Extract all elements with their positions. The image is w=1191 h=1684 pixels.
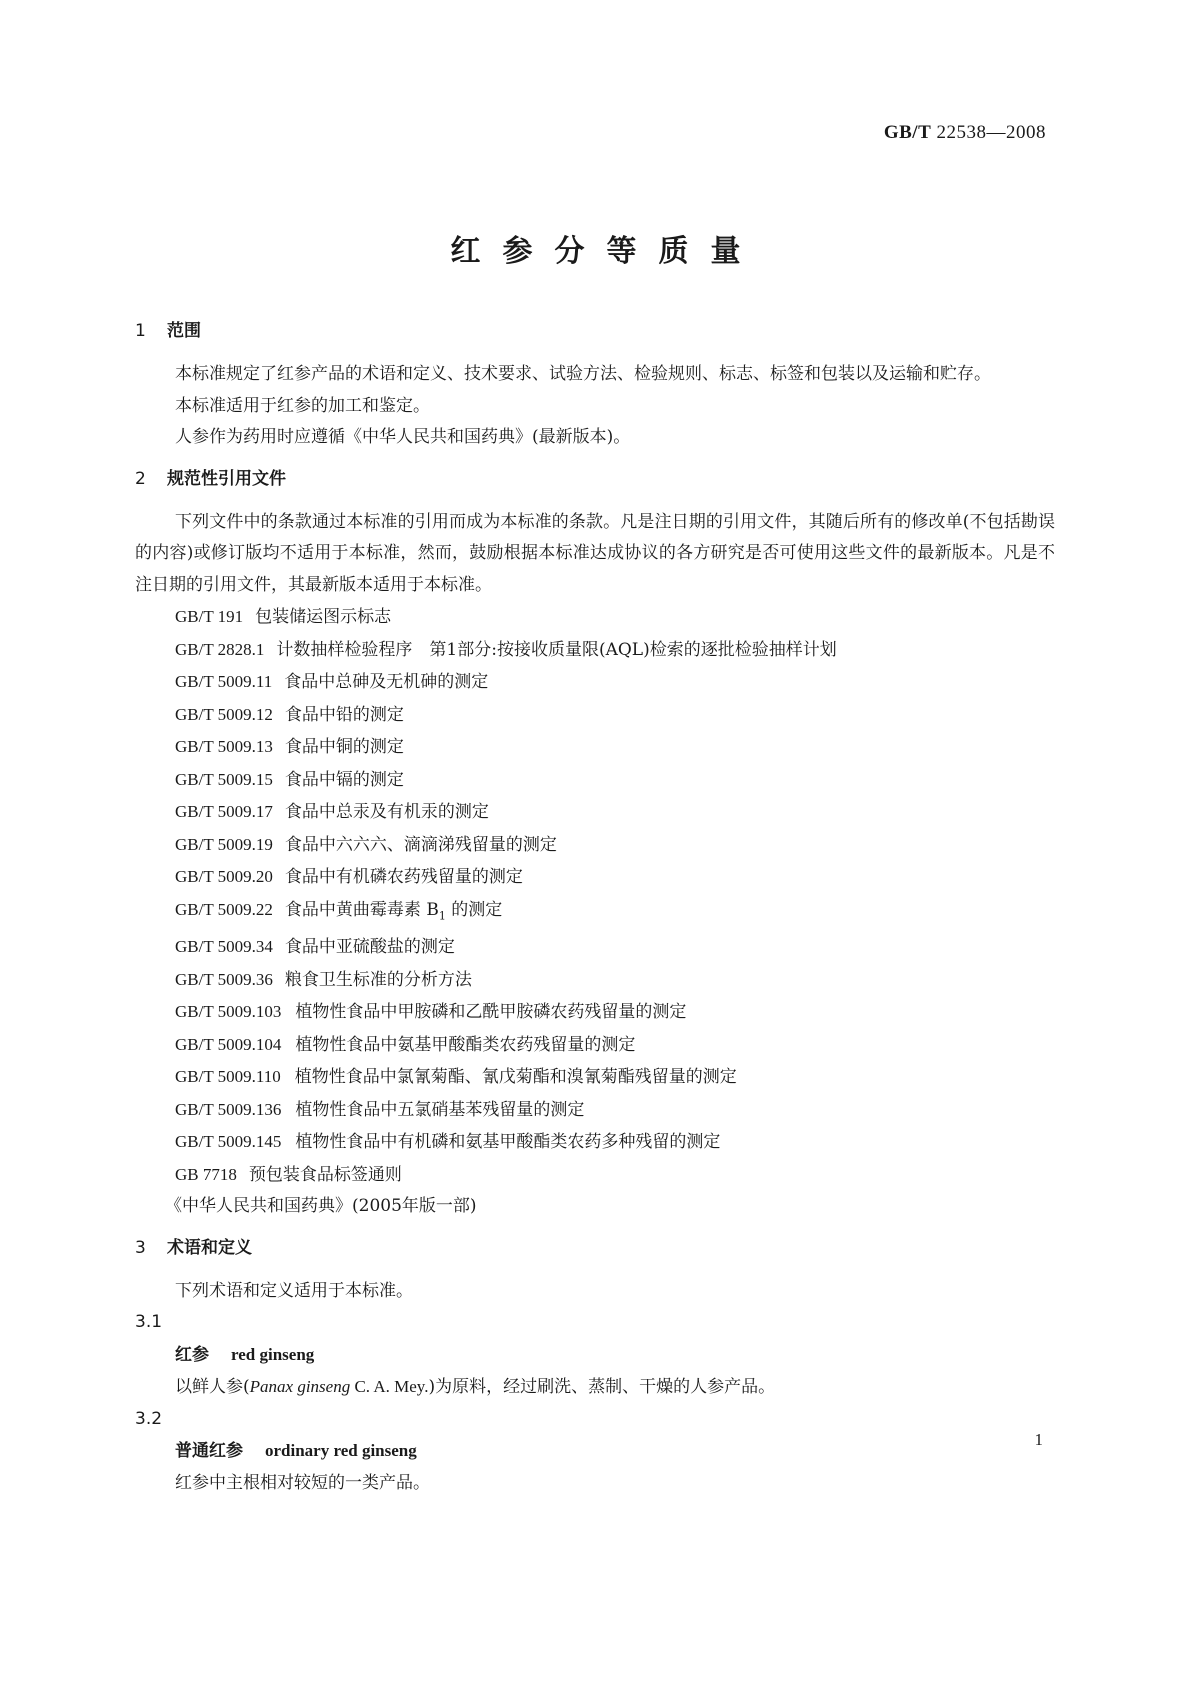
- section-number: 3: [135, 1237, 146, 1258]
- scope-paragraph-3: 人参作为药用时应遵循《中华人民共和国药典》(最新版本)。: [175, 427, 631, 447]
- scope-paragraph-2: 本标准适用于红参的加工和鉴定。: [175, 395, 430, 416]
- scope-paragraph-1: 本标准规定了红参产品的术语和定义、技术要求、试验方法、检验规则、标志、标签和包装以及运输和贮存。: [175, 364, 991, 384]
- term-heading: [135, 1339, 1055, 1372]
- reference-item: GB/T 191 包装储运图示标志: [175, 607, 392, 627]
- term-english: red ginseng: [231, 1344, 315, 1364]
- reference-item: GB/T 5009.103 植物性食品中甲胺磷和乙酰甲胺磷农药残留量的测定: [175, 1002, 687, 1023]
- terms-intro: 下列术语和定义适用于本标准。: [175, 1280, 413, 1301]
- latin-name: Panax ginseng: [249, 1377, 351, 1397]
- reference-item: GB/T 5009.13 食品中铜的测定: [175, 737, 404, 757]
- section-number: 2: [135, 468, 146, 489]
- page-number: 1: [1034, 1430, 1043, 1449]
- section-heading-scope: [135, 316, 1055, 347]
- reference-item: GB/T 5009.36 粮食卫生标准的分析方法: [175, 969, 472, 990]
- term-number: 3.1: [135, 1312, 163, 1333]
- term-chinese: 红参: [175, 1344, 209, 1365]
- document-body: [135, 316, 1055, 1499]
- reference-item: GB/T 5009.104 植物性食品中氨基甲酸酯类农药残留量的测定: [175, 1034, 636, 1055]
- reference-item: GB/T 5009.136 植物性食品中五氯硝基苯残留量的测定: [175, 1099, 585, 1120]
- standard-number: 22538—2008: [936, 122, 1046, 143]
- section-heading-references: [135, 464, 1055, 495]
- reference-item: GB/T 5009.110 植物性食品中氯氰菊酯、氰戊菊酯和溴氰菊酯残留量的测定: [175, 1067, 737, 1088]
- document-title: 红参分等质量: [450, 234, 763, 269]
- reference-item: GB/T 5009.19 食品中六六六、滴滴涕残留量的测定: [175, 834, 557, 855]
- reference-item: GB/T 5009.20 食品中有机磷农药残留量的测定: [175, 867, 523, 887]
- section-title: 规范性引用文件: [167, 468, 286, 489]
- references-intro: 下列文件中的条款通过本标准的引用而成为本标准的条款。凡是注日期的引用文件，其随后所有的修改单(不包括勘误的内容)或修订版均不适用于本标准，然而，鼓励根据本标准达成协议的各方研究是否可使用这些文件的最新版本。凡是不注日期的引用文件，其最新版本适用于本标准。: [135, 511, 1055, 595]
- section-number: 1: [135, 321, 146, 341]
- term-chinese: 普通红参: [175, 1441, 243, 1462]
- section-heading-terms: [135, 1233, 1055, 1264]
- reference-item: GB/T 2828.1 计数抽样检验程序 第1部分:按接收质量限(AQL)检索的逐批检验抽样计划: [175, 639, 837, 660]
- standard-prefix: GB/T: [883, 122, 932, 143]
- reference-list: [135, 601, 1055, 1223]
- subscript: 1: [438, 908, 446, 922]
- section-title: 术语和定义: [167, 1237, 252, 1258]
- reference-item: GB/T 5009.22 食品中黄曲霉毒素 $B_1$ 的测定: [175, 899, 503, 922]
- reference-item: GB/T 5009.17 食品中总汞及有机汞的测定: [175, 802, 489, 822]
- term-heading: [135, 1435, 1055, 1468]
- reference-pharmacopoeia: 《中华人民共和国药典》(2005年版一部): [165, 1196, 477, 1217]
- standard-code: [884, 122, 1046, 144]
- term-number: 3.2: [135, 1408, 163, 1429]
- reference-item: GB/T 5009.145 植物性食品中有机磷和氨基甲酸酯类农药多种残留的测定: [175, 1132, 721, 1153]
- section-title: 范围: [167, 321, 201, 341]
- reference-item: GB/T 5009.15 食品中镉的测定: [175, 769, 404, 790]
- term-definition: 红参中主根相对较短的一类产品。: [175, 1472, 430, 1493]
- reference-item: GB/T 5009.11 食品中总砷及无机砷的测定: [175, 672, 489, 692]
- reference-item: GB/T 5009.12 食品中铅的测定: [175, 704, 404, 725]
- term-definition: 以鲜人参(Panax ginseng C. A. Mey.)为原料，经过刷洗、蒸制、干燥的人参产品。: [175, 1377, 776, 1398]
- term-english: ordinary red ginseng: [265, 1441, 417, 1461]
- reference-item: GB 7718 预包装食品标签通则: [175, 1164, 402, 1185]
- reference-item: GB/T 5009.34 食品中亚硫酸盐的测定: [175, 937, 455, 958]
